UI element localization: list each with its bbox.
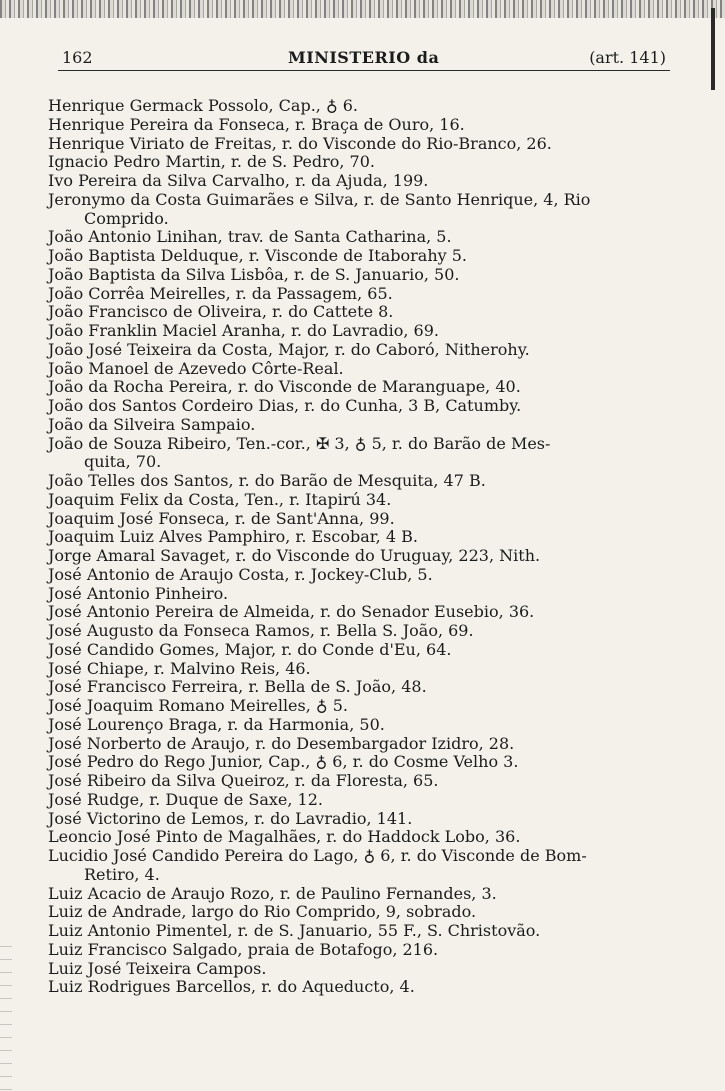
list-item: João Antonio Linihan, trav. de Santa Catharina, 5.	[48, 227, 452, 247]
list-item: João Telles dos Santos, r. do Barão de Mesquita, 47 B.	[48, 471, 486, 490]
list-item: José Antonio de Araujo Costa, r. Jockey-Club, 5.	[48, 564, 433, 584]
list-item: Luiz José Teixeira Campos.	[48, 958, 267, 978]
list-item: João Franklin Maciel Aranha, r. do Lavradio, 69.	[48, 321, 439, 340]
list-item: José Augusto da Fonseca Ramos, r. Bella S. João, 69.	[48, 621, 474, 640]
list-item: João Baptista da Silva Lisbôa, r. de S. Januario, 50.	[48, 264, 460, 284]
list-item: Lucidio José Candido Pereira do Lago, ♁ 6, r. do Visconde de Bom-	[48, 846, 587, 865]
list-item: João da Rocha Pereira, r. do Visconde de Maranguape, 40.	[48, 377, 521, 397]
list-item: Jorge Amaral Savaget, r. do Visconde do Uruguay, 223, Nith.	[48, 546, 541, 565]
list-item: José Antonio Pinheiro.	[48, 583, 229, 603]
list-item: Joaquim Luiz Alves Pamphiro, r. Escobar, 4 B.	[48, 527, 418, 547]
list-item: Luiz Antonio Pimentel, r. de S. Januario, 55 F., S. Christovão.	[48, 921, 541, 940]
list-item: Joaquim José Fonseca, r. de Sant'Anna, 99.	[48, 508, 395, 528]
list-item: Luiz de Andrade, largo do Rio Comprido, 9, sobrado.	[48, 902, 477, 922]
running-title: MINISTERIO da	[288, 48, 440, 67]
list-item: João Francisco de Oliveira, r. do Cattete 8.	[48, 302, 394, 322]
name-address-list	[48, 97, 678, 997]
list-item: João dos Santos Cordeiro Dias, r. do Cunha, 3 B, Catumby.	[48, 396, 522, 415]
list-item: Henrique Pereira da Fonseca, r. Braça de Ouro, 16.	[48, 114, 465, 134]
list-item: José Antonio Pereira de Almeida, r. do Senador Eusebio, 36.	[48, 602, 535, 622]
list-item: Henrique Germack Possolo, Cap., ♁ 6.	[48, 96, 358, 115]
list-item: Luiz Acacio de Araujo Rozo, r. de Paulino Fernandes, 3.	[48, 883, 497, 903]
list-item: Joaquim Felix da Costa, Ten., r. Itapirú 34.	[48, 489, 392, 509]
list-item: José Chiape, r. Malvino Reis, 46.	[48, 658, 311, 678]
list-item: João Corrêa Meirelles, r. da Passagem, 65.	[48, 283, 393, 303]
header-rule	[58, 70, 670, 71]
list-item: José Francisco Ferreira, r. Bella de S. João, 48.	[48, 677, 427, 697]
list-item-continuation: Comprido.	[84, 208, 169, 228]
list-item-continuation: Retiro, 4.	[84, 864, 160, 884]
list-item: João de Souza Ribeiro, Ten.-cor., ✠ 3, ♁ 5, r. do Barão de Mes-	[48, 433, 551, 453]
list-item: José Candido Gomes, Major, r. do Conde d'Eu, 64.	[48, 639, 452, 659]
list-item: José Joaquim Romano Meirelles, ♁ 5.	[48, 696, 348, 715]
list-item-continuation: quita, 70.	[84, 452, 162, 472]
list-item: Ivo Pereira da Silva Carvalho, r. da Ajuda, 199.	[48, 171, 429, 190]
list-item: Luiz Francisco Salgado, praia de Botafogo, 216.	[48, 939, 439, 959]
list-item: José Norberto de Araujo, r. do Desembargador Izidro, 28.	[48, 733, 515, 753]
scan-left-margin-noise	[0, 940, 12, 1090]
list-item: José Victorino de Lemos, r. do Lavradio, 141.	[48, 808, 413, 828]
list-item: Henrique Viriato de Freitas, r. do Visconde do Rio-Branco, 26.	[48, 133, 552, 153]
list-item: Leoncio José Pinto de Magalhães, r. do Haddock Lobo, 36.	[48, 827, 521, 847]
list-item: Jeronymo da Costa Guimarães e Silva, r. de Santo Henrique, 4, Rio	[48, 189, 591, 209]
article-reference: (art. 141)	[589, 48, 666, 67]
list-item: Ignacio Pedro Martin, r. de S. Pedro, 70.	[48, 152, 375, 172]
scan-right-edge	[711, 8, 715, 90]
list-item: João Manoel de Azevedo Côrte-Real.	[48, 358, 344, 378]
list-item: José Ribeiro da Silva Queiroz, r. da Floresta, 65.	[48, 771, 439, 790]
list-item: José Rudge, r. Duque de Saxe, 12.	[48, 789, 323, 809]
list-item: João Baptista Delduque, r. Visconde de Itaborahy 5.	[48, 246, 468, 265]
list-item: Luiz Rodrigues Barcellos, r. do Aqueducto, 4.	[48, 977, 415, 997]
list-item: João José Teixeira da Costa, Major, r. do Caboró, Nitherohy.	[48, 339, 530, 359]
page-header	[60, 48, 680, 70]
list-item: João da Silveira Sampaio.	[48, 414, 256, 434]
list-item: José Pedro do Rego Junior, Cap., ♁ 6, r. do Cosme Velho 3.	[48, 752, 519, 772]
page-number: 162	[62, 48, 93, 67]
list-item: José Lourenço Braga, r. da Harmonia, 50.	[48, 714, 385, 734]
scan-top-edge	[0, 0, 725, 18]
